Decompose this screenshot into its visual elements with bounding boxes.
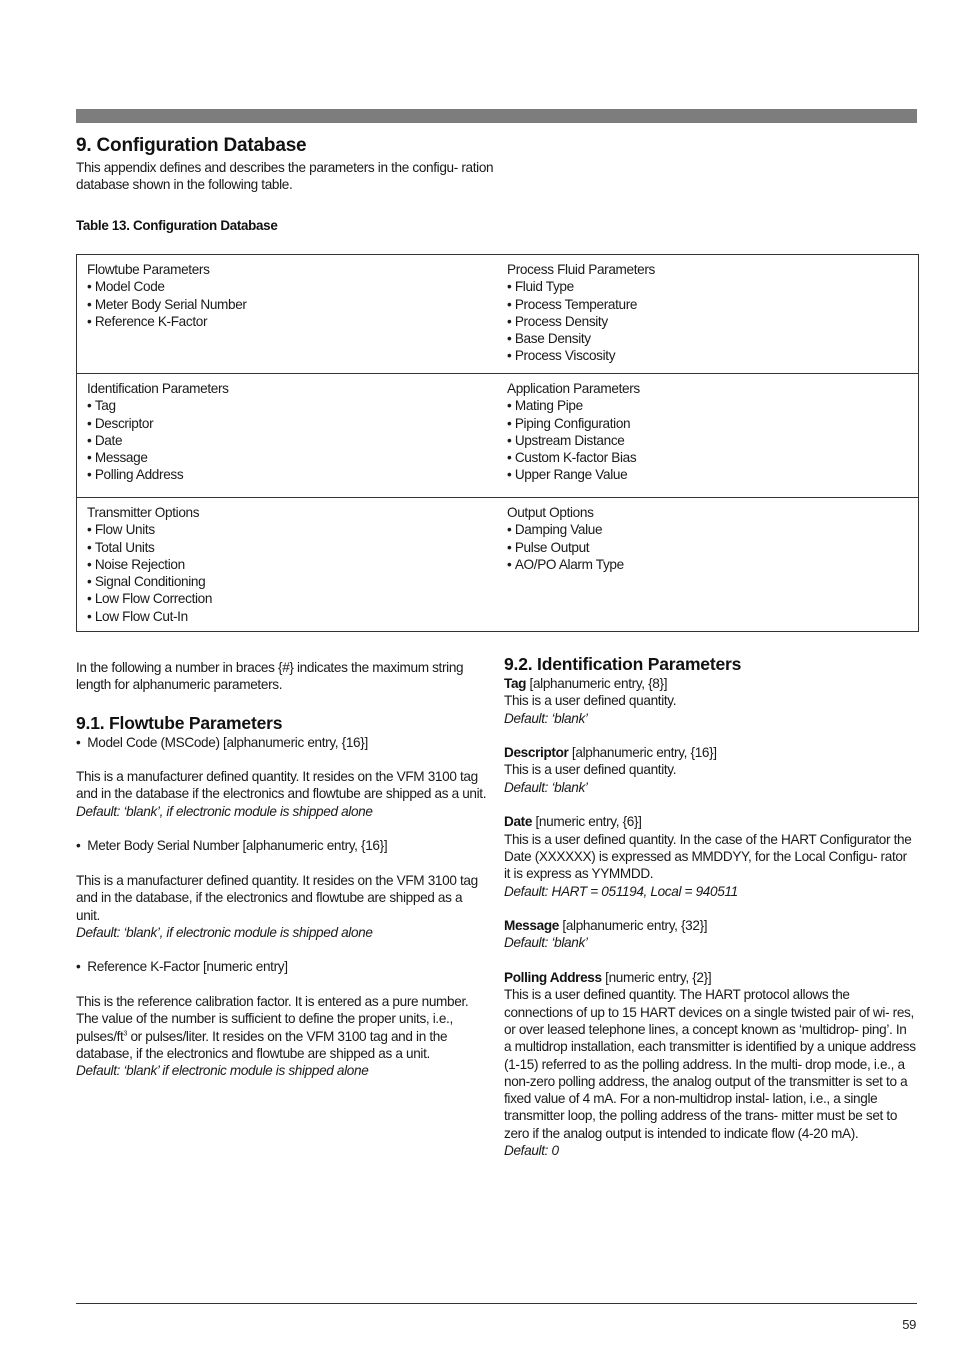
table-caption: Table 13. Configuration Database xyxy=(76,218,278,233)
footer-rule xyxy=(76,1303,917,1304)
list-item: • AO/PO Alarm Type xyxy=(507,556,908,573)
list-item: • Flow Units xyxy=(87,521,487,538)
table-row xyxy=(77,374,919,498)
date-label: Date xyxy=(504,814,533,830)
table-cell xyxy=(497,498,919,632)
list-item: • Descriptor xyxy=(87,415,487,432)
list-item: • Total Units xyxy=(87,539,487,556)
polling-address-entry xyxy=(504,969,916,986)
parameter-list xyxy=(507,521,908,573)
serial-number-item: • Meter Body Serial Number [alphanumeric entry, {16}] xyxy=(76,837,488,854)
list-item: • Low Flow Cut-In xyxy=(87,608,487,625)
section-heading: 9. Configuration Database xyxy=(76,135,307,156)
list-item: • Custom K-factor Bias xyxy=(507,449,908,466)
k-factor-text-a: This is the reference calibration factor. It is entered as a pure number. The value of the number is sufficient to define the proper units, i.e., pulses/ft xyxy=(76,994,469,1044)
list-item: • Tag xyxy=(87,397,487,414)
message-label: Message xyxy=(504,918,559,934)
parameter-list xyxy=(87,397,487,483)
superscript: 3 xyxy=(123,1030,128,1038)
identification-heading: 9.2. Identification Parameters xyxy=(504,654,742,674)
list-item: • Meter Body Serial Number xyxy=(87,296,487,313)
table-cell xyxy=(497,255,919,374)
date-entry-type: [numeric entry, {6}] xyxy=(532,814,642,830)
list-item: • Fluid Type xyxy=(507,278,908,295)
list-item: • Upstream Distance xyxy=(507,432,908,449)
tag-entry-type: [alphanumeric entry, {8}] xyxy=(526,676,668,691)
list-item: • Damping Value xyxy=(507,521,908,538)
message-entry-type: [alphanumeric entry, {32}] xyxy=(558,918,708,934)
tag-text: This is a user defined quantity. xyxy=(504,693,677,709)
table-cell xyxy=(77,255,498,374)
page-number: 59 xyxy=(902,1317,916,1332)
list-item: • Process Density xyxy=(507,313,908,330)
parameter-list xyxy=(87,521,487,625)
list-item: • Message xyxy=(87,449,487,466)
cell-title: Transmitter Options xyxy=(87,505,200,520)
tag-label: Tag xyxy=(504,676,527,691)
parameter-list xyxy=(87,278,487,330)
table-row xyxy=(77,255,919,374)
list-item: • Upper Range Value xyxy=(507,466,908,483)
table-row xyxy=(77,498,919,632)
list-item: • Signal Conditioning xyxy=(87,573,487,590)
model-code-default: Default: ‘blank’, if electronic module is shipped alone xyxy=(76,803,373,819)
list-item: • Piping Configuration xyxy=(507,415,908,432)
list-item: • Date xyxy=(87,432,487,449)
polling-address-text: This is a user defined quantity. The HART protocol allows the connections of up to 15 HART devices on a single twisted pair of wi- res, or over leased telephone lines, a concept known as ‘multidrop- ping’. In a multidrop installation, each transmitter is identified by a unique address (1-15) referred to as the polling address. In the multi- drop mode, i.e., a non-zero polling address, the analog output of the transmitter is set to a fixed value of 4 mA. For a non-multidrop instal- lation, i.e., a single transmitter loop, the polling address of the trans- mitter must be set to zero if the analog output is intended to indicate flow (4-20 mA). xyxy=(504,987,916,1141)
tag-default: Default: ‘blank’ xyxy=(504,710,588,726)
k-factor-text-b: or pulses/liter. It resides on the VFM 3100 tag and in the database, if the electronics and flowtube are shipped as a unit. xyxy=(76,1028,448,1061)
k-factor-text xyxy=(76,993,488,1062)
list-item: • Noise Rejection xyxy=(87,556,487,573)
parameter-list xyxy=(507,397,908,483)
message-entry xyxy=(504,917,916,934)
right-column xyxy=(504,653,916,1159)
descriptor-text: This is a user defined quantity. xyxy=(504,762,677,778)
cell-title: Identification Parameters xyxy=(87,381,229,396)
list-item: • Polling Address xyxy=(87,466,487,483)
header-bar xyxy=(76,109,917,123)
model-code-item: • Model Code (MSCode) [alphanumeric entry, {16}] xyxy=(76,734,488,751)
serial-number-text: This is a manufacturer defined quantity. It resides on the VFM 3100 tag and in the database, if the electronics and flowtube are shipped as a unit. xyxy=(76,872,478,923)
list-item: • Pulse Output xyxy=(507,539,908,556)
date-text: This is a user defined quantity. In the case of the HART Configurator the Date (XXXXXX) is expressed as MMDDYY, for the Local Configu- rator it is express as YYMMDD. xyxy=(504,831,912,882)
flowtube-heading: 9.1. Flowtube Parameters xyxy=(76,712,283,733)
message-default: Default: ‘blank’ xyxy=(504,935,588,951)
table-cell xyxy=(77,374,498,498)
date-default: Default: HART = 051194, Local = 940511 xyxy=(504,883,738,899)
cell-title: Flowtube Parameters xyxy=(87,262,210,277)
list-item: • Mating Pipe xyxy=(507,397,908,414)
k-factor-default: Default: ‘blank’ if electronic module is shipped alone xyxy=(76,1063,369,1079)
list-item: • Base Density xyxy=(507,330,908,347)
list-item: • Process Temperature xyxy=(507,296,908,313)
cell-title: Output Options xyxy=(507,505,594,520)
parameter-list xyxy=(507,278,908,364)
date-entry xyxy=(504,813,916,830)
table-cell xyxy=(77,498,498,632)
serial-number-default: Default: ‘blank’, if electronic module is shipped alone xyxy=(76,924,373,940)
k-factor-item: • Reference K-Factor [numeric entry] xyxy=(76,958,488,975)
list-item: • Model Code xyxy=(87,278,487,295)
polling-address-default: Default: 0 xyxy=(504,1143,559,1159)
list-item: • Process Viscosity xyxy=(507,347,908,364)
descriptor-entry-type: [alphanumeric entry, {16}] xyxy=(568,745,717,761)
cell-title: Application Parameters xyxy=(507,381,640,396)
model-code-text: This is a manufacturer defined quantity. It resides on the VFM 3100 tag and in the database if the electronics and flowtube are shipped as a unit. xyxy=(76,769,487,802)
descriptor-label: Descriptor xyxy=(504,745,569,761)
polling-address-label: Polling Address xyxy=(504,970,602,986)
descriptor-default: Default: ‘blank’ xyxy=(504,779,588,795)
table-cell xyxy=(497,374,919,498)
configuration-table xyxy=(76,254,919,632)
cell-title: Process Fluid Parameters xyxy=(507,262,655,277)
braces-note: In the following a number in braces {#} indicates the maximum string length for alphanumeric parameters. xyxy=(76,660,464,693)
list-item: • Low Flow Correction xyxy=(87,590,487,607)
left-column xyxy=(76,659,488,1080)
tag-entry xyxy=(504,675,916,692)
descriptor-entry xyxy=(504,744,916,761)
list-item: • Reference K-Factor xyxy=(87,313,487,330)
intro-text: This appendix defines and describes the parameters in the configu- ration database shown in the following table. xyxy=(76,160,494,193)
polling-address-entry-type: [numeric entry, {2}] xyxy=(601,970,712,986)
